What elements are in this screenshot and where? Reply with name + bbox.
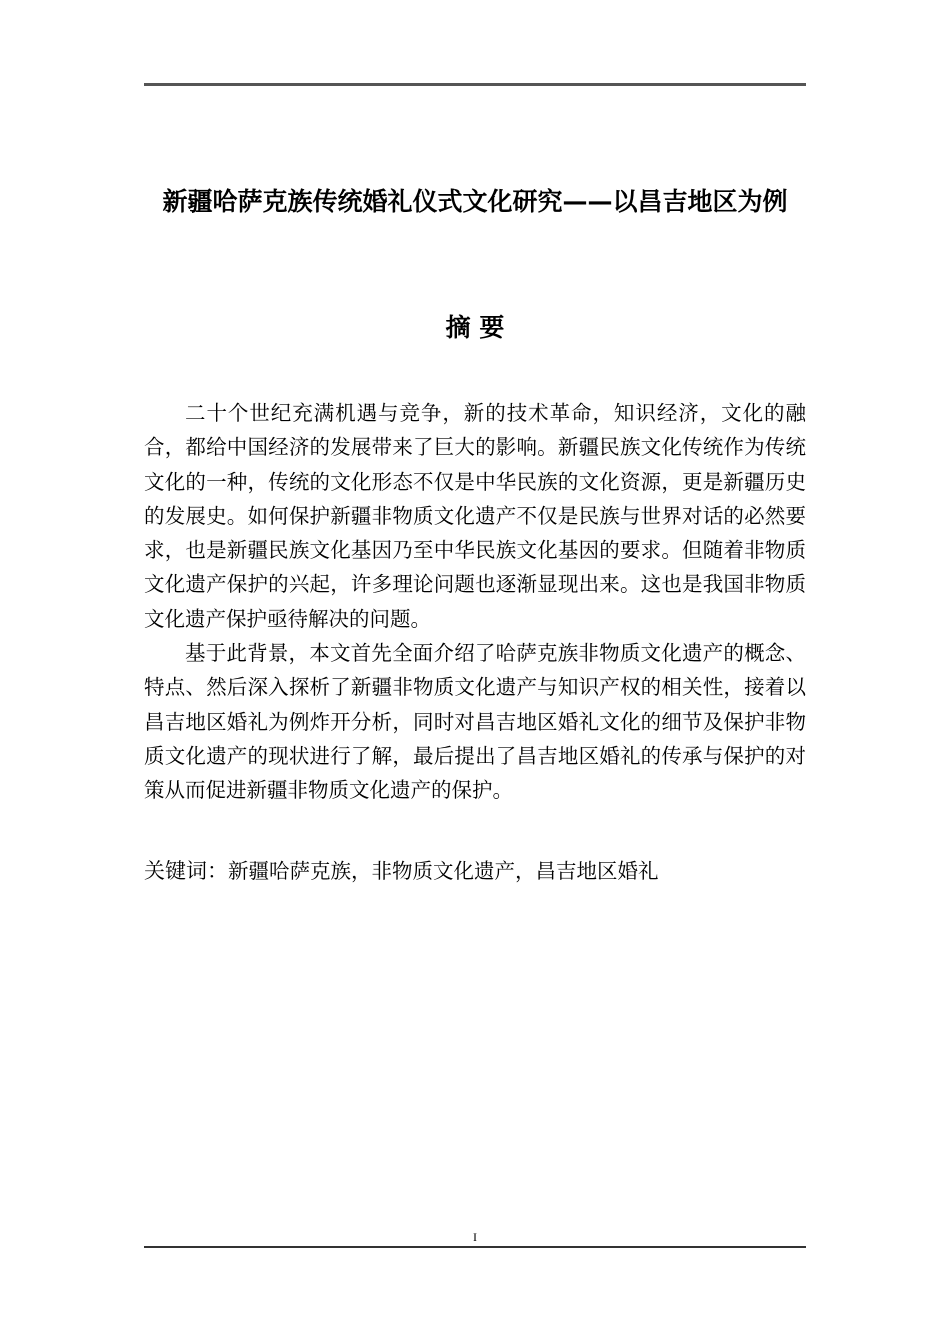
- abstract-body: [144, 396, 806, 808]
- keywords-value: 新疆哈萨克族，非物质文化遗产，昌吉地区婚礼: [228, 859, 659, 883]
- document-title: 新疆哈萨克族传统婚礼仪式文化研究——以昌吉地区为例: [162, 187, 788, 216]
- keywords-label: 关键词：: [144, 859, 228, 883]
- footer-rule: [144, 1246, 806, 1248]
- abstract-paragraph-2: 基于此背景，本文首先全面介绍了哈萨克族非物质文化遗产的概念、特点、然后深入探析了新疆非物质文化遗产与知识产权的相关性，接着以昌吉地区婚礼为例炸开分析，同时对昌吉地区婚礼文化的细节及保护非物质文化遗产的现状进行了解，最后提出了昌吉地区婚礼的传承与保护的对策从而促进新疆非物质文化遗产的保护。: [144, 641, 806, 803]
- abstract-heading: 摘 要: [445, 313, 505, 342]
- header-rule: [144, 83, 806, 86]
- page-number: I: [473, 1230, 477, 1244]
- abstract-paragraph-1: 二十个世纪充满机遇与竞争，新的技术革命，知识经济，文化的融合，都给中国经济的发展带来了巨大的影响。新疆民族文化传统作为传统文化的一种，传统的文化形态不仅是中华民族的文化资源，更是新疆历史的发展史。如何保护新疆非物质文化遗产不仅是民族与世界对话的必然要求，也是新疆民族文化基因乃至中华民族文化基因的要求。但随着非物质文化遗产保护的兴起，许多理论问题也逐渐显现出来。这也是我国非物质文化遗产保护亟待解决的问题。: [144, 401, 806, 631]
- keywords-line: [144, 854, 806, 888]
